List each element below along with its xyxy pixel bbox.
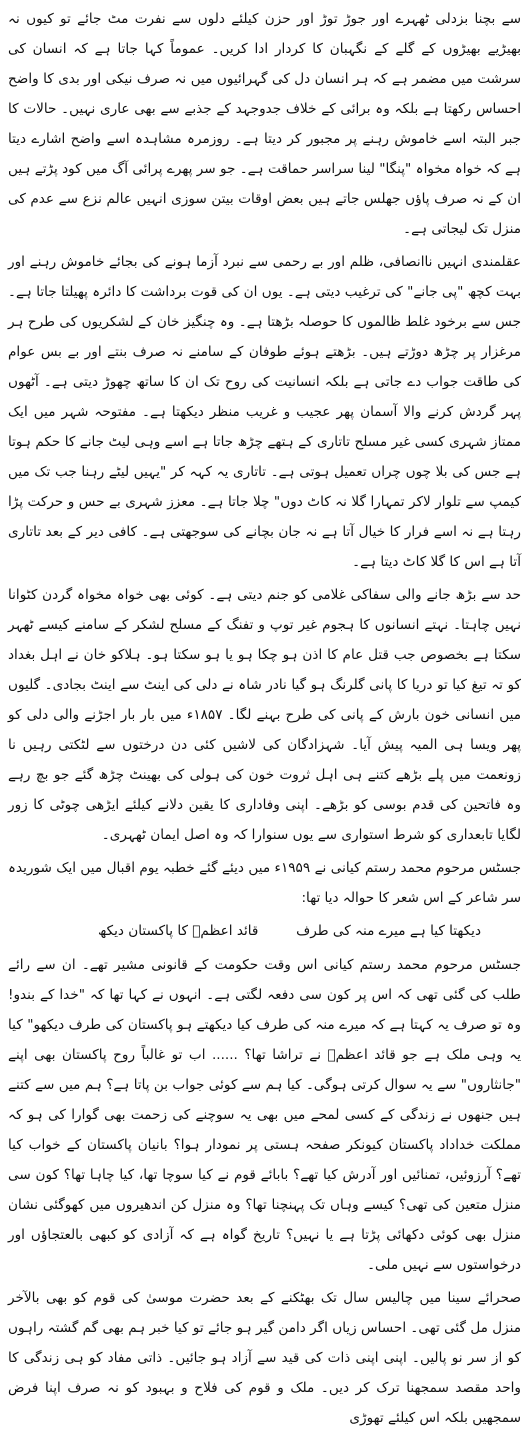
- article-paragraph: صحرائے سینا میں چالیس سال تک بھٹکنے کے بعد حضرت موسیٰ کی قوم کو بھی بالآخر منزل مل گئی تھی۔ احساس زیاں اگر دامن گیر ہو جائے تو کیا خبر ہم بھی گم گشتہ راہوں کو از سر نو پالیں۔ اپنی اپنی ذات کی قید سے آزاد ہو جائیں۔ ذاتی مفاد کو ہی زندگی کا واحد مقصد سمجھنا ترک کر دیں۔ ملک و قوم کی فلاح و بہبود کو نہ صرف اپنا فرض سمجھیں بلکہ اس کیلئے تھوڑی: [8, 1290, 521, 1426]
- article-paragraph: جسٹس مرحوم محمد رستم کیانی اس وقت حکومت کے قانونی مشیر تھے۔ ان سے رائے طلب کی گئی تھی کہ اس پر کون سی دفعہ لگتی ہے۔ انہوں نے کہا تھا کہ "خدا کے بندو! وہ تو صرف یہ کہتا ہے کہ میرے منہ کی طرف کیا دیکھتے ہو پاکستان کی طرف دیکھو" کیا یہ وہی ملک ہے جو قائد اعظمؒ نے تراشا تھا؟ ...... اب تو غالباً روح پاکستان بھی اپنے "جانثاروں" سے یہ سوال کرتی ہوگی۔ کیا ہم سے کوئی جواب بن پاتا ہے؟ ہم میں سے کتنے ہیں جنھوں نے زندگی کے کسی لمحے میں بھی یہ سوچنے کی زحمت بھی گوارا کی ہو کہ مملکت خداداد پاکستان کیونکر صفحہ ہستی پر نمودار ہوا؟ بانیان پاکستان کے خواب کیا تھے؟ آرزوئیں، تمنائیں اور آدرش کیا تھے؟ بابائے قوم نے کیا سوچا تھا، کیا چاہا تھا؟ کون سی منزل متعین کی تھی؟ کیسے وہاں تک پہنچنا تھا؟ وہ منزل کن اندھیروں میں کھوگئی نشان منزل بھی کوئی دکھائی پڑتا ہے یا نہیں؟ تاریخ گواہ ہے کہ آزادی کو کبھی بالعتجاؤں اور درخواستوں سے نہیں ملی۔: [8, 957, 521, 1273]
- poetry-couplet: [8, 916, 521, 946]
- couplet-first-line: دیکھتا کیا ہے میرے منہ کی طرف: [296, 923, 481, 939]
- article-paragraph: جسٹس مرحوم محمد رستم کیانی نے ۱۹۵۹ء میں دیئے گئے خطبہ یوم اقبال میں ایک شوریدہ سر شاعر کے اس شعر کا حوالہ دیا تھا:: [8, 860, 522, 906]
- article-paragraph: حد سے بڑھ جانے والی سفاکی غلامی کو جنم دیتی ہے۔ کوئی بھی خواہ مخواہ گردن کٹوانا نہیں چاہتا۔ نہتے انسانوں کا ہجوم غیر توپ و تفنگ کے مسلح لشکر کے سامنے کیسے ٹھہر سکتا ہے بخصوص جب قتل عام کا اذن ہو چکا ہو یا ہو سکتا ہو۔ ہلاکو خان نے اہل بغداد کو تہ تیغ کیا تو دریا کا پانی گلرنگ ہو گیا نادر شاہ نے دلی کی اینٹ سے اینٹ بجادی۔ گلیوں میں انسانی خون بارش کے پانی کی طرح بہنے لگا۔ ۱۸۵۷ء میں بار بار اجڑنے والی دلی کو پھر ویسا ہی المیہ پیش آیا۔ شہزادگان کی لاشیں کئی دن درختوں سے لٹکتی رہیں نا زونعمت میں پلے بڑھے کتنے ہی اہل ثروت خون کی ہولی کی بھینٹ چڑھ گئے جو بچ رہے وہ فاتحین کی قدم بوسی کو بڑھے۔ اپنی وفاداری کا یقین دلانے کیلئے ایڑھی چوٹی کا زور لگایا تابعداری کو شرط استواری سے یوں سنوارا کہ وہ اصل ایمان ٹھہری۔: [8, 587, 521, 843]
- couplet-second-line: قائد اعظمؒ کا پاکستان دیکھ: [98, 923, 259, 939]
- article-paragraph: عقلمندی انہیں ناانصافی، ظلم اور بے رحمی سے نبرد آزما ہونے کی بجائے خاموش رہنے اور بہت کچھ "پی جانے" کی ترغیب دیتی ہے۔ یوں ان کی قوت برداشت کا دائرہ پھیلتا جاتا ہے۔ جس سے برخود غلط ظالموں کا حوصلہ بڑھتا ہے۔ وہ چنگیز خان کے لشکریوں کی طرح ہر مرغزار پر چڑھ دوڑتے ہیں۔ بڑھتے ہوئے طوفان کے سامنے نہ صرف بنتے اور بے بس عوام کی طاقت جواب دے جاتی ہے بلکہ انسانیت کی روح تک ان کا ساتھ چھوڑ دیتی ہے۔ آٹھوں پہر گردش کرنے والا آسمان پھر عجیب و غریب منظر دیکھتا ہے۔ مفتوحہ شہر میں ایک ممتاز شہری کسی غیر مسلح تاتاری کے ہتھے چڑھ جاتا ہے اسے وہی لیٹ جانے کا حکم ہوتا ہے جس کی بلا چوں چراں تعمیل ہوتی ہے۔ تاتاری یہ کہہ کر "یہیں لیٹے رہنا جب تک میں کیمپ سے تلوار لاکر تمہارا گلا نہ کاٹ دوں" چلا جاتا ہے۔ معزز شہری بے حس و حرکت پڑا رہتا ہے نہ اسے فرار کا خیال آتا ہے نہ جان بچانے کی سوجھتی ہے۔ کافی دیر کے بعد تاتاری آتا ہے اس کا گلا کاٹ دیتا ہے۔: [8, 254, 521, 570]
- article-paragraph: سے بچنا بزدلی ٹھہرے اور جوڑ توڑ اور حزن کیلئے دلوں سے نفرت مٹ جائے تو کیوں نہ بھیڑیے بھیڑوں کے گلے کے نگہبان کا کردار ادا کریں۔ عموماً کہا جاتا ہے کہ انسان کی سرشت میں مضمر ہے کہ ہر انسان دل کی گہرائیوں میں نہ صرف نیکی اور بدی کا واضح احساس رکھتا ہے بلکہ وہ برائی کے خلاف جدوجہد کے جذبے سے بھی عاری نہیں۔ حالات کا جبر البتہ اسے خاموش رہنے پر مجبور کر دیتا ہے۔ روزمرہ مشاہدہ اسے واضح اشارے دیتا ہے کہ خواہ مخواہ "پنگا" لینا سراسر حماقت ہے۔ جو سر پھرے پرائی آگ میں کود پڑتے ہیں ان کے نہ صرف پاؤں جھلس جاتے ہیں بعض اوقات بیتن سوزی انہیں عالم نزع سے عدم کی منزل تک لیجاتی ہے۔: [8, 11, 521, 237]
